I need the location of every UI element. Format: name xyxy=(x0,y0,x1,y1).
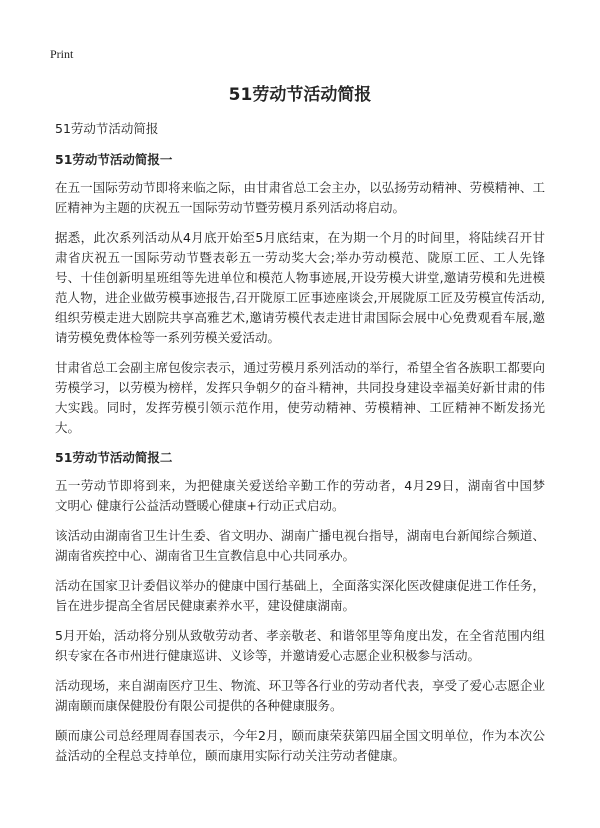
paragraph: 活动在国家卫计委倡议举办的健康中国行基础上，全面落实深化医改健康促进工作任务，旨在进步提高全省居民健康素养水平，建设健康湖南。 xyxy=(55,578,545,613)
paragraph: 五一劳动节即将到来，为把健康关爱送给辛勤工作的劳动者，4月29日，湖南省中国梦 文明心 健康行公益活动暨暖心健康+行动正式启动。 xyxy=(55,478,545,513)
document-body xyxy=(55,119,545,776)
document-subtitle: 51劳动节活动简报 xyxy=(55,121,159,136)
paragraph: 甘肃省总工会副主席包俊宗表示，通过劳模月系列活动的举行，希望全省各族职工都要向劳模学习，以劳模为榜样，发挥只争朝夕的奋斗精神，共同投身建设幸福美好新甘肃的伟大实践。同时，发挥劳模引领示范作用，使劳动精神、劳模精神、工匠精神不断发扬光大。 xyxy=(55,360,545,435)
paragraph: 在五一国际劳动节即将来临之际，由甘肃省总工会主办，以弘扬劳动精神、劳模精神、工匠精神为主题的庆祝五一国际劳动节暨劳模月系列活动将启动。 xyxy=(55,180,545,215)
section-heading: 51劳动节活动简报二 xyxy=(55,450,173,465)
document-title: 51劳动节活动简报 xyxy=(228,85,372,105)
paragraph: 该活动由湖南省卫生计生委、省文明办、湖南广播电视台指导，湖南电台新闻综合频道、湖南省疾控中心、湖南省卫生宣教信息中心共同承办。 xyxy=(55,528,545,563)
paragraph: 5月开始，活动将分别从致敬劳动者、孝亲敬老、和谐邻里等角度出发，在全省范围内组织专家在各市州进行健康巡讲、义诊等，并邀请爱心志愿企业积极参与活动。 xyxy=(55,628,545,663)
print-link[interactable]: Print xyxy=(50,47,74,61)
section-heading: 51劳动节活动简报一 xyxy=(55,152,173,167)
paragraph: 活动现场，来自湖南医疗卫生、物流、环卫等各行业的劳动者代表，享受了爱心志愿企业湖南颐而康保健股份有限公司提供的各种健康服务。 xyxy=(55,678,545,713)
paragraph: 颐而康公司总经理周春国表示，今年2月，颐而康荣获第四届全国文明单位，作为本次公益活动的全程总支持单位，颐而康用实际行动关注劳动者健康。 xyxy=(55,728,545,763)
paragraph: 据悉，此次系列活动从4月底开始至5月底结束，在为期一个月的时间里，将陆续召开甘肃省庆祝五一国际劳动节暨表彰五一劳动奖大会;举办劳动模范、陇原工匠、工人先锋号、十佳创新明星班组等先进单位和模范人物事迹展,开设劳模大讲堂,邀请劳模和先进模范人物，进企业做劳模事迹报告,召开陇原工匠事迹座谈会,开展陇原工匠及劳模宣传活动,组织劳模走进大剧院共享高雅艺术,邀请劳模代表走进甘肃国际会展中心免费观看车展,邀请劳模免费体检等一系列劳模关爱活动。 xyxy=(55,230,545,345)
